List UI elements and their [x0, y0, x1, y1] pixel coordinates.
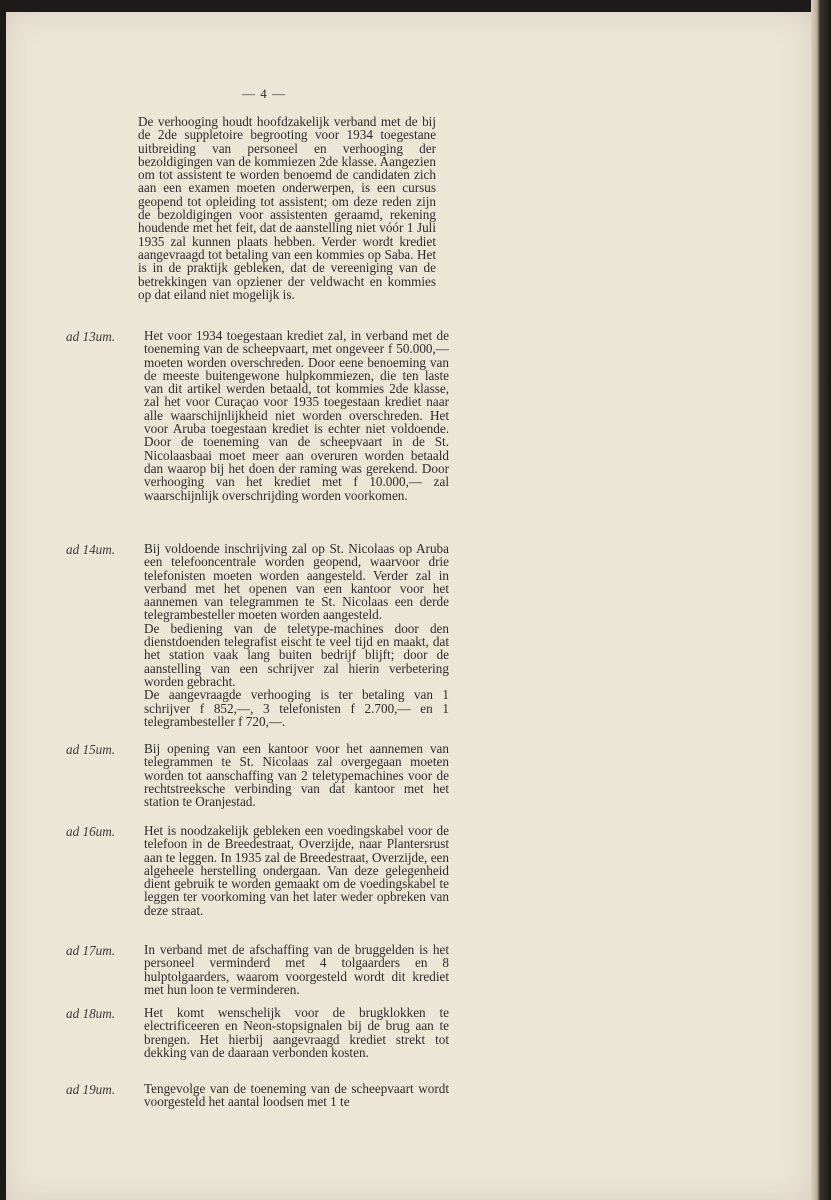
section-text: Het is noodzakelijk gebleken een voedingskabel voor de telefoon in de Breedestraat, Overzijde, naar Plantersrust aan te leggen. In 1935 zal de Breedestraat, Overzijde, een algeheele herstelling ondergaan. Van deze gelegenheid dient gebruik te worden gemaakt om de voedingskabel te leggen ter voorkoming van het later weder opbreken van deze straat.	[144, 823, 449, 918]
section-label: ad 18um.	[66, 1006, 116, 1021]
section-text: Bij opening van een kantoor voor het aannemen van telegrammen te St. Nicolaas zal overgegaan moeten worden tot aanschaffing van 2 teletypemachines voor de rechtstreeksche verbinding van dat kantoor met het station te Oranjestad.	[144, 741, 449, 810]
section-label: ad 16um.	[66, 824, 116, 839]
scan-top-border	[0, 0, 831, 12]
page-number: — 4 —	[242, 86, 286, 101]
section-text: Bij voldoende inschrijving zal op St. Nicolaas op Aruba een telefooncentrale worden geopend, waarvoor drie telefonisten moeten worden aangesteld. Verder zal in verband met het openen van een kantoor voor het aannemen van telegrammen te St. Nicolaas een derde telegrambesteller moeten worden aangesteld. De bediening van de teletype-machines door den dienstdoenden telegrafist eischt te veel tijd en maakt, dat het station vaak lang buiten bedrijf blijft; door de aanstelling van een schrijver zal hierin verbetering worden gebracht. De aangevraagde verhooging is ter betaling van 1 schrijver f 852,—, 3 telefonisten f 2.700,— en 1 telegrambesteller f 720,—.	[144, 541, 449, 729]
section-label: ad 15um.	[66, 742, 116, 757]
section-text: In verband met de afschaffing van de bruggelden is het personeel verminderd met 4 tolgaarders en 8 hulptolgaarders, waarom voorgesteld wordt dit krediet met hun loon te verminderen.	[144, 942, 449, 997]
section-label: ad 14um.	[66, 542, 116, 557]
section-text: Het voor 1934 toegestaan krediet zal, in verband met de toeneming van de scheepvaart, met ongeveer f 50.000,— moeten worden overschreden. Door eene benoeming van de meeste buitengewone hulpkommiezen, die ten laste van dit artikel werden betaald, tot kommies 2de klasse, zal het voor Curaçao voor 1935 toegestaan krediet naar alle waarschijnlijkheid niet worden overschreden. Het voor Aruba toegestaan krediet is echter niet voldoende. Door de toeneming van de scheepvaart in de St. Nicolaasbaai moet meer aan overuren worden betaald dan waarop bij het doen der raming was gerekend. Door verhooging van het krediet met f 10.000,— zal waarschijnlijk overschrijding worden voorkomen.	[144, 328, 449, 503]
document-page	[6, 12, 811, 1200]
section-label: ad 13um.	[66, 329, 116, 344]
intro-paragraph: De verhooging houdt hoofdzakelijk verband met de bij de 2de suppletoire begrooting voor 1934 toegestane uitbreiding van personeel en verhooging der bezoldigingen van de kommiezen 2de klasse. Aangezien om tot assistent te worden benoemd de candidaten zich aan een examen moeten onderwerpen, is een cursus geopend tot opleiding tot assistent; om deze reden zijn de bezoldigingen voor assistenten geraamd, rekening houdende met het feit, dat de aanstelling niet vóór 1 Juli 1935 zal kunnen plaats hebben. Verder wordt krediet aangevraagd tot betaling van een kommies op Saba. Het is in de praktijk gebleken, dat de vereeniging van de betrekkingen van opziener der veldwacht en kommies op dat eiland niet mogelijk is.	[138, 114, 436, 302]
section-text: Het komt wenschelijk voor de brugklokken te electrificeeren en Neon-stopsignalen bij de brug aan te brengen. Het hierbij aangevraagd krediet strekt tot dekking van de daaraan verbonden kosten.	[144, 1005, 449, 1060]
section-text: Tengevolge van de toeneming van de scheepvaart wordt voorgesteld het aantal loodsen met 1 te	[144, 1081, 449, 1110]
section-label: ad 19um.	[66, 1082, 116, 1097]
section-label: ad 17um.	[66, 943, 116, 958]
scan-right-edge	[811, 0, 831, 1200]
